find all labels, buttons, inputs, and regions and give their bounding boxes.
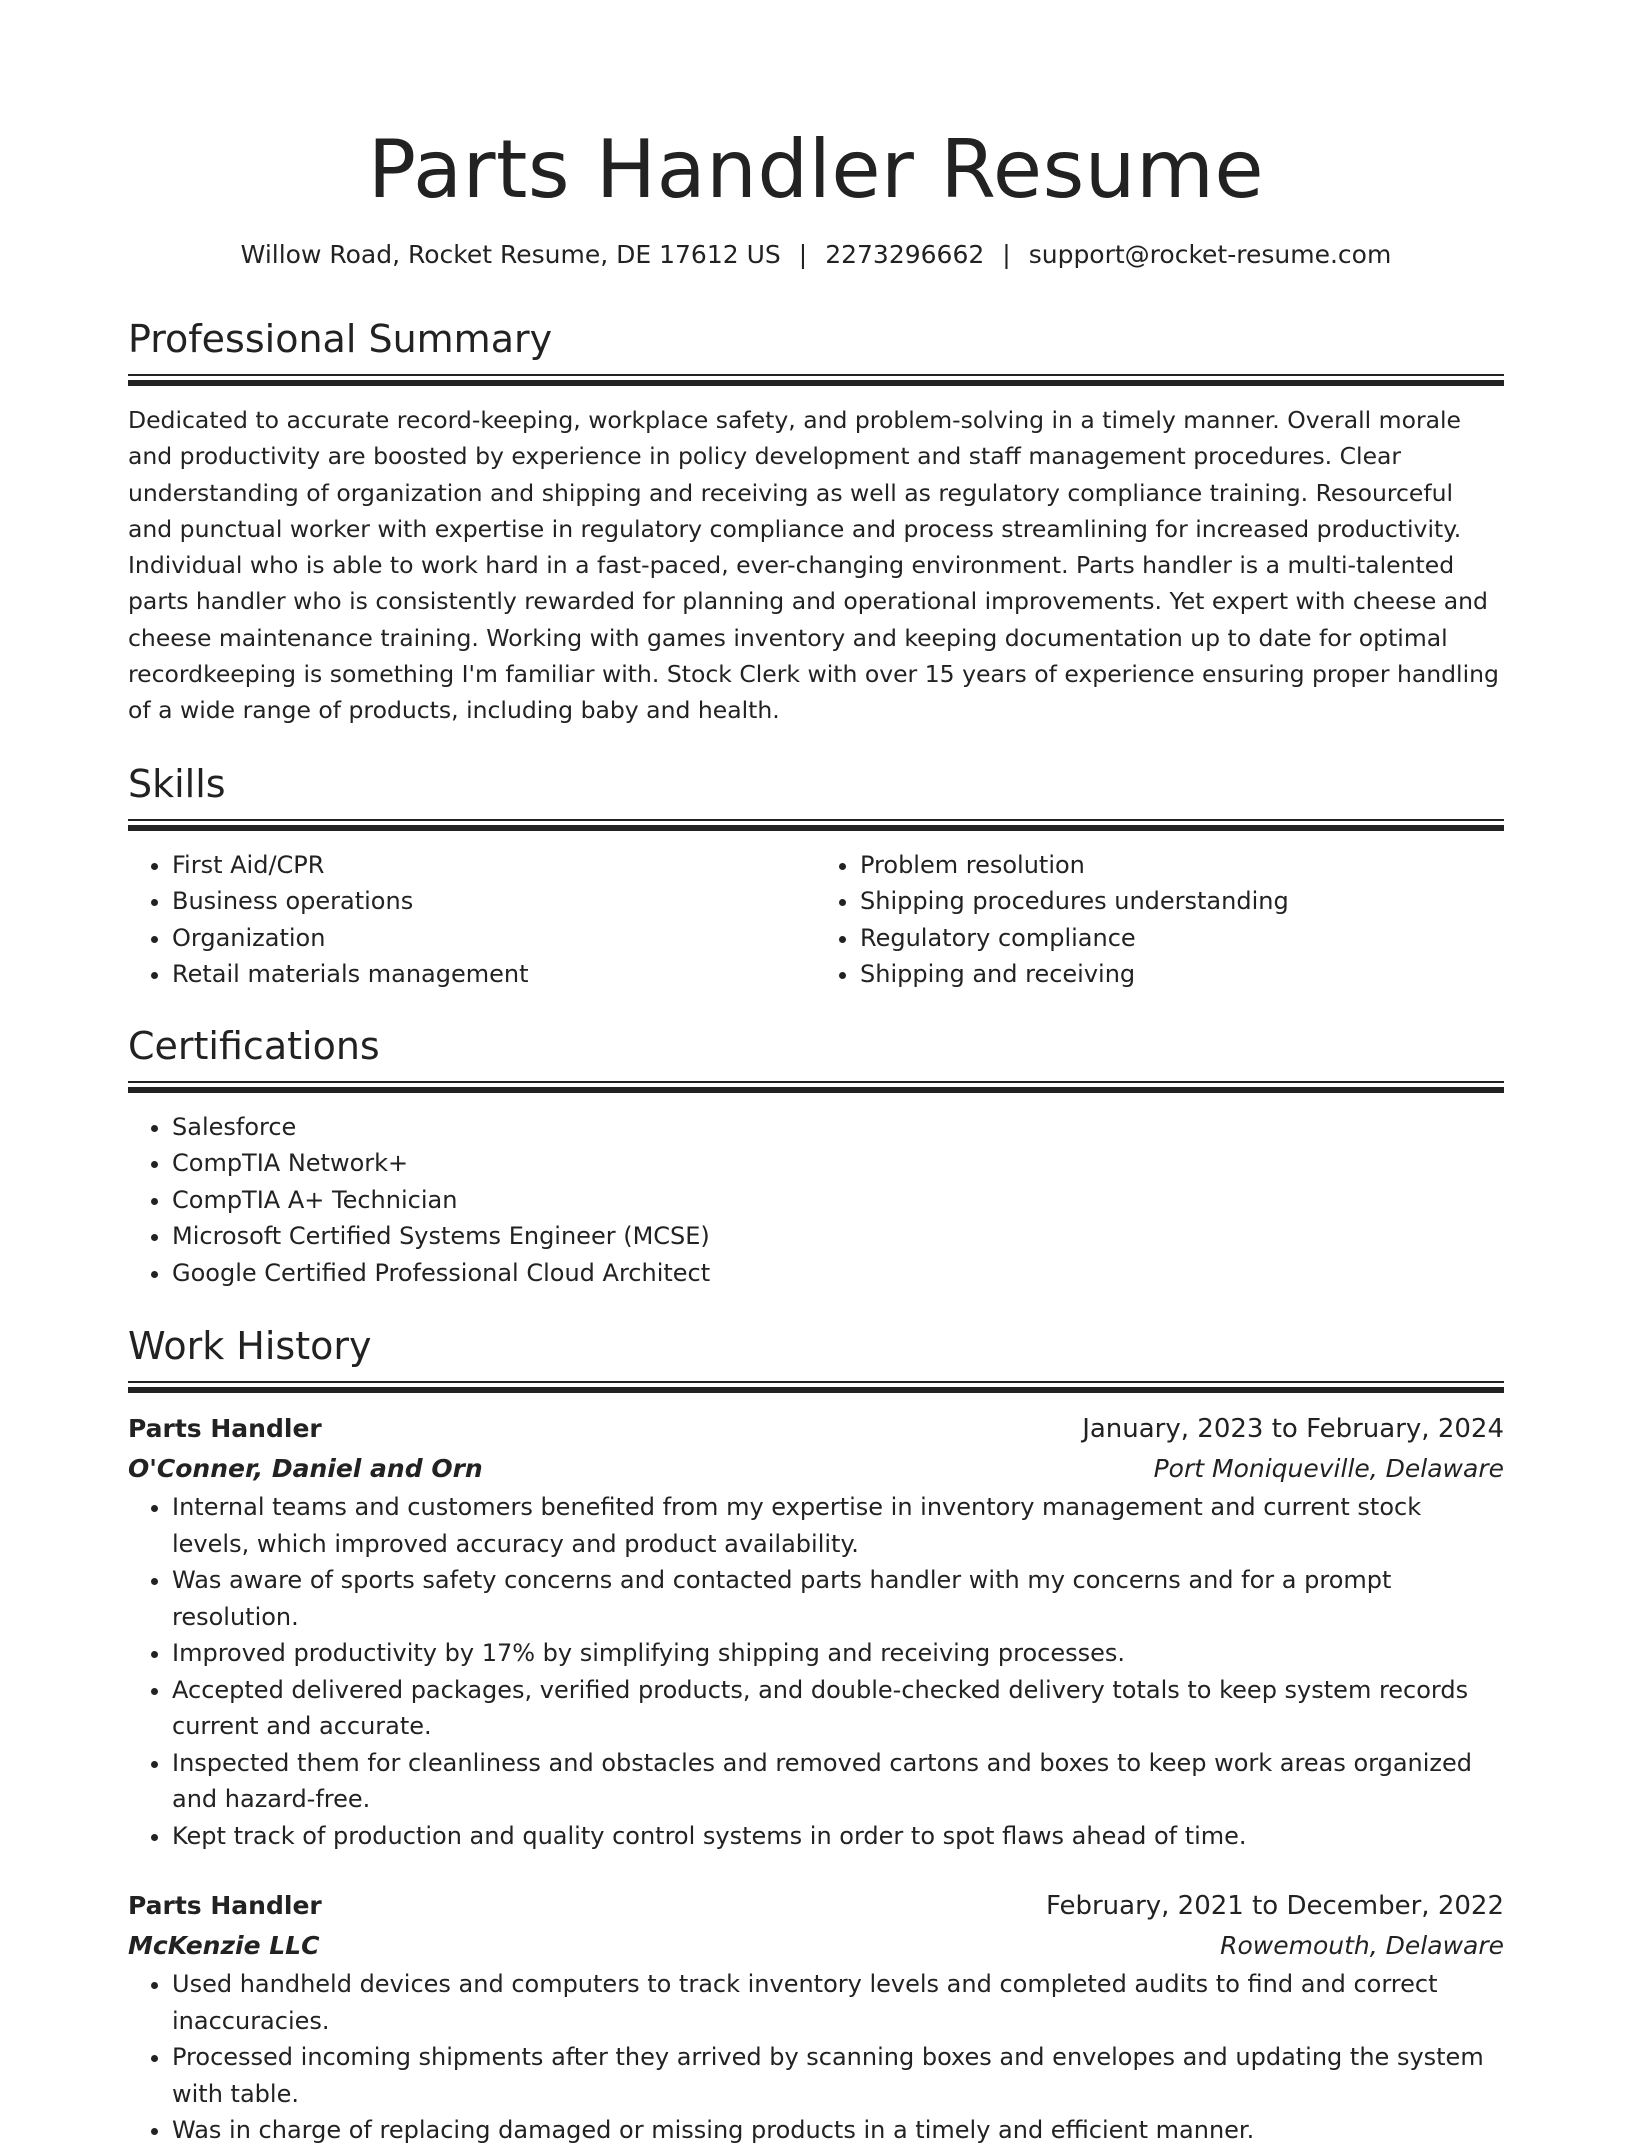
job-bullet: • Processed incoming shipments after they arrived by scanning boxes and envelopes and updating the system with table. (172, 2039, 1504, 2112)
skill-item: • First Aid/CPR (172, 847, 816, 884)
skill-item: • Problem resolution (860, 847, 1504, 884)
job-location: Rowemouth, Delaware (1220, 1931, 1504, 1961)
contact-separator: | (798, 240, 808, 269)
contact-email[interactable]: support@rocket-resume.com (1028, 240, 1392, 269)
job-bullet: • Kept track of production and quality control systems in order to spot flaws ahead of time. (172, 1818, 1504, 1855)
section-divider (128, 1081, 1504, 1095)
job-entry (128, 1886, 1504, 2149)
job-company: McKenzie LLC (128, 1931, 320, 1961)
skill-item: • Shipping procedures understanding (860, 883, 1504, 920)
resume-page (128, 0, 1504, 2149)
skills-grid (128, 847, 1504, 993)
job-bullet: • Inspected them for cleanliness and obstacles and removed cartons and boxes to keep work areas organized and hazard-free. (172, 1745, 1504, 1818)
resume-title: Parts Handler Resume (367, 123, 1265, 216)
certification-item: • CompTIA A+ Technician (172, 1182, 1504, 1219)
skills-section (128, 759, 1504, 993)
skill-item: • Retail materials management (172, 956, 816, 993)
job-header (128, 1886, 1504, 1926)
summary-text: Dedicated to accurate record-keeping, workplace safety, and problem-solving in a timely manner. Overall morale and productivity are boosted by experience in policy development and staff management procedures. Clear understanding of organization and shipping and receiving as well as regulatory compliance training. Resourceful and punctual worker with expertise in regulatory compliance and process streamlining for increased productivity. Individual who is able to work hard in a fast-paced, ever-changing environment. Parts handler is a multi-talented parts handler who is consistently rewarded for planning and operational improvements. Yet expert with cheese and cheese maintenance training. Working with games inventory and keeping documentation up to date for optimal recordkeeping is something I'm familiar with. Stock Clerk with over 15 years of experience ensuring proper handling of a wide range of products, including baby and health. (128, 406, 1499, 725)
work-history-heading: Work History (128, 1324, 372, 1369)
certifications-heading: Certifications (128, 1023, 380, 1068)
certification-item: • Microsoft Certified Systems Engineer (MCSE) (172, 1218, 1504, 1255)
skills-list-left (128, 847, 816, 993)
section-divider (128, 1381, 1504, 1395)
contact-line (128, 238, 1504, 272)
job-header (128, 1409, 1504, 1449)
certification-item: • Google Certified Professional Cloud Architect (172, 1255, 1504, 1292)
section-divider (128, 374, 1504, 388)
work-history-section (128, 1321, 1504, 2149)
summary-heading: Professional Summary (128, 317, 553, 361)
contact-address: Willow Road, Rocket Resume, DE 17612 US (240, 240, 781, 269)
certification-item: • Salesforce (172, 1109, 1504, 1146)
job-dates: January, 2023 to February, 2024 (1082, 1414, 1504, 1445)
job-subheader (128, 1449, 1504, 1489)
skill-item: • Shipping and receiving (860, 956, 1504, 993)
job-title: Parts Handler (128, 1414, 322, 1444)
skill-item: • Business operations (172, 883, 816, 920)
job-entry (128, 1409, 1504, 1854)
job-bullets (128, 1966, 1504, 2149)
job-location: Port Moniqueville, Delaware (1153, 1454, 1504, 1484)
job-bullet: • Accepted delivered packages, verified products, and double-checked delivery totals to keep system records current and accurate. (172, 1672, 1504, 1745)
skill-item: • Regulatory compliance (860, 920, 1504, 957)
job-company: O'Conner, Daniel and Orn (128, 1454, 483, 1484)
certifications-list (128, 1109, 1504, 1292)
job-title: Parts Handler (128, 1891, 322, 1921)
skill-item: • Organization (172, 920, 816, 957)
job-bullet: • Was aware of sports safety concerns and contacted parts handler with my concerns and for a prompt resolution. (172, 1562, 1504, 1635)
certifications-section (128, 1021, 1504, 1292)
contact-phone: 2273296662 (825, 240, 985, 269)
skills-list-right (816, 847, 1504, 993)
job-bullet: • Used handheld devices and computers to track inventory levels and completed audits to find and correct inaccuracies. (172, 1966, 1504, 2039)
summary-section (128, 314, 1504, 729)
job-dates: February, 2021 to December, 2022 (1045, 1891, 1504, 1922)
job-bullet: • Was in charge of replacing damaged or missing products in a timely and efficient manner. (172, 2112, 1504, 2149)
contact-separator: | (1002, 240, 1011, 269)
job-bullet: • Improved productivity by 17% by simplifying shipping and receiving processes. (172, 1635, 1504, 1672)
section-divider (128, 819, 1504, 833)
skills-heading: Skills (128, 761, 226, 806)
certification-item: • CompTIA Network+ (172, 1145, 1504, 1182)
job-subheader (128, 1926, 1504, 1966)
job-bullets (128, 1489, 1504, 1854)
job-bullet: • Internal teams and customers benefited from my expertise in inventory management and current stock levels, which improved accuracy and product availability. (172, 1489, 1504, 1562)
